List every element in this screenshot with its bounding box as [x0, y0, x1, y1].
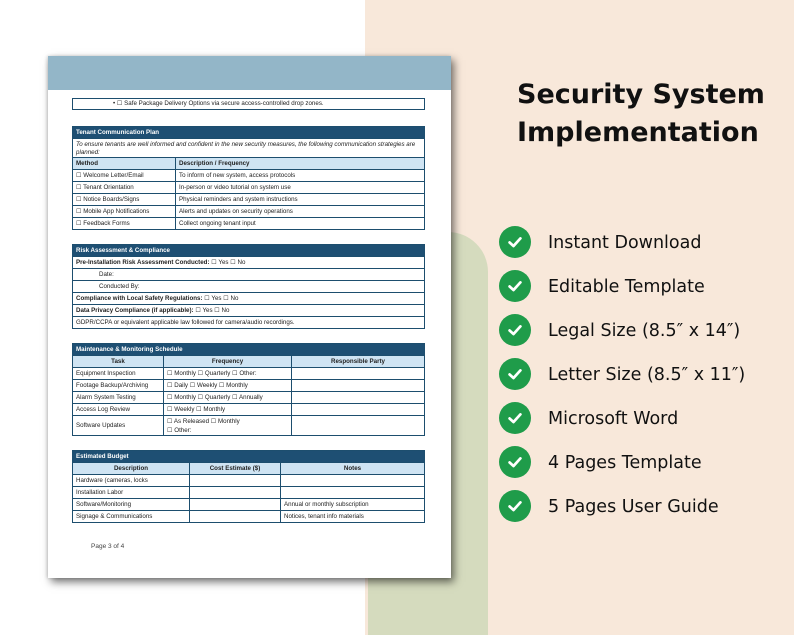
- field-label: Data Privacy Compliance (if applicable):: [76, 307, 194, 314]
- feature-label: Legal Size (8.5″ x 14″): [548, 321, 741, 341]
- document-header-band: [48, 56, 451, 90]
- feature-label: 4 Pages Template: [548, 453, 702, 473]
- table-cell: Equipment Inspection: [73, 368, 164, 380]
- feature-label: Microsoft Word: [548, 409, 679, 429]
- table-cell: [190, 511, 281, 523]
- table-cell: In-person or video tutorial on system use: [176, 182, 425, 194]
- section-title: Estimated Budget: [73, 451, 425, 463]
- table-cell: ☐ Monthly ☐ Quarterly ☐ Other:: [164, 368, 292, 380]
- checkmark-icon: [499, 446, 531, 478]
- table-row: [73, 305, 425, 317]
- table-row: [73, 487, 425, 499]
- table-row: [73, 269, 425, 281]
- estimated-budget-table: [72, 450, 425, 523]
- table-row: [73, 170, 425, 182]
- column-header: Description / Frequency: [176, 158, 425, 170]
- column-header: Cost Estimate ($): [190, 463, 281, 475]
- column-header: Method: [73, 158, 176, 170]
- table-row: [73, 218, 425, 230]
- product-heading: [517, 76, 787, 152]
- table-row: [73, 475, 425, 487]
- table-row: [73, 404, 425, 416]
- table-cell: Collect ongoing tenant input: [176, 218, 425, 230]
- table-cell: Signage & Communications: [73, 511, 190, 523]
- risk-assessment-table: [72, 244, 425, 329]
- table-cell: Installation Labor: [73, 487, 190, 499]
- table-cell: [292, 368, 425, 380]
- table-cell: [73, 293, 425, 305]
- table-row: [73, 206, 425, 218]
- table-cell: ☐ Feedback Forms: [73, 218, 176, 230]
- table-cell: [281, 487, 425, 499]
- table-row: [73, 293, 425, 305]
- table-row: [73, 317, 425, 329]
- column-header: Frequency: [164, 356, 292, 368]
- checkmark-icon: [499, 490, 531, 522]
- feature-label: Instant Download: [548, 233, 702, 253]
- table-row: [73, 281, 425, 293]
- feature-item: [499, 402, 789, 446]
- field-label: Compliance with Local Safety Regulations:: [76, 295, 203, 302]
- table-cell: Physical reminders and system instructions: [176, 194, 425, 206]
- feature-item: [499, 270, 789, 314]
- page-number: Page 3 of 4: [91, 543, 125, 550]
- table-row: [73, 257, 425, 269]
- column-header: Notes: [281, 463, 425, 475]
- table-cell: [292, 392, 425, 404]
- column-header: Description: [73, 463, 190, 475]
- table-cell: ☐ Monthly ☐ Quarterly ☐ Annually: [164, 392, 292, 404]
- table-cell: [73, 257, 425, 269]
- feature-item: [499, 226, 789, 270]
- table-row: [73, 511, 425, 523]
- section-title: Risk Assessment & Compliance: [73, 245, 425, 257]
- date-field: Date:: [73, 269, 425, 281]
- table-cell: [73, 305, 425, 317]
- table-cell: Alarm System Testing: [73, 392, 164, 404]
- table-cell: Alerts and updates on security operations: [176, 206, 425, 218]
- table-cell: [292, 380, 425, 392]
- table-cell: Footage Backup/Archiving: [73, 380, 164, 392]
- checkmark-icon: [499, 358, 531, 390]
- table-cell: Access Log Review: [73, 404, 164, 416]
- table-cell: Notices, tenant info materials: [281, 511, 425, 523]
- table-row: [73, 499, 425, 511]
- feature-item: [499, 314, 789, 358]
- table-cell: Software/Monitoring: [73, 499, 190, 511]
- feature-label: Editable Template: [548, 277, 705, 297]
- frequency-options: ☐ As Released ☐ Monthly: [167, 417, 240, 425]
- feature-label: Letter Size (8.5″ x 11″): [548, 365, 746, 385]
- feature-item: [499, 358, 789, 402]
- table-cell: [281, 475, 425, 487]
- table-cell: [190, 487, 281, 499]
- frequency-options: ☐ Other:: [167, 426, 192, 434]
- section-title: Maintenance & Monitoring Schedule: [73, 344, 425, 356]
- table-row: [73, 392, 425, 404]
- table-cell: ☐ Mobile App Notifications: [73, 206, 176, 218]
- table-cell: To inform of new system, access protocols: [176, 170, 425, 182]
- conducted-by-field: Conducted By:: [73, 281, 425, 293]
- column-header: Responsible Party: [292, 356, 425, 368]
- table-cell: [292, 404, 425, 416]
- top-list-item: • ☐ Safe Package Delivery Options via secure access-controlled drop zones.: [72, 98, 425, 110]
- yes-no-checkboxes: ☐ Yes ☐ No: [209, 259, 246, 266]
- yes-no-checkboxes: ☐ Yes ☐ No: [202, 295, 239, 302]
- feature-item: [499, 446, 789, 490]
- field-label: Pre-Installation Risk Assessment Conducted:: [76, 259, 210, 266]
- table-row: [73, 416, 425, 436]
- heading-line: Implementation: [517, 117, 759, 148]
- table-cell: [190, 475, 281, 487]
- table-cell: [164, 416, 292, 436]
- checkmark-icon: [499, 270, 531, 302]
- section-title: Tenant Communication Plan: [73, 127, 425, 139]
- checkmark-icon: [499, 226, 531, 258]
- yes-no-checkboxes: ☐ Yes ☐ No: [193, 307, 230, 314]
- tenant-communication-table: [72, 126, 425, 230]
- table-cell: Hardware (cameras, locks: [73, 475, 190, 487]
- table-cell: ☐ Tenant Orientation: [73, 182, 176, 194]
- feature-item: [499, 490, 789, 534]
- table-cell: ☐ Daily ☐ Weekly ☐ Monthly: [164, 380, 292, 392]
- table-cell: GDPR/CCPA or equivalent applicable law followed for camera/audio recordings.: [73, 317, 425, 329]
- table-cell: ☐ Notice Boards/Signs: [73, 194, 176, 206]
- table-cell: Annual or monthly subscription: [281, 499, 425, 511]
- checkmark-icon: [499, 314, 531, 346]
- table-cell: Software Updates: [73, 416, 164, 436]
- table-cell: [292, 416, 425, 436]
- maintenance-schedule-table: [72, 343, 425, 436]
- table-row: [73, 380, 425, 392]
- document-preview: [48, 56, 451, 578]
- table-row: [73, 368, 425, 380]
- section-intro: To ensure tenants are well informed and confident in the new security measures, the following communication strategies are planned:: [73, 139, 425, 158]
- feature-label: 5 Pages User Guide: [548, 497, 719, 517]
- table-row: [73, 182, 425, 194]
- table-row: [73, 194, 425, 206]
- feature-list: [499, 226, 789, 534]
- checkmark-icon: [499, 402, 531, 434]
- column-header: Task: [73, 356, 164, 368]
- table-cell: ☐ Weekly ☐ Monthly: [164, 404, 292, 416]
- table-cell: [190, 499, 281, 511]
- table-cell: ☐ Welcome Letter/Email: [73, 170, 176, 182]
- heading-line: Security System: [517, 79, 765, 110]
